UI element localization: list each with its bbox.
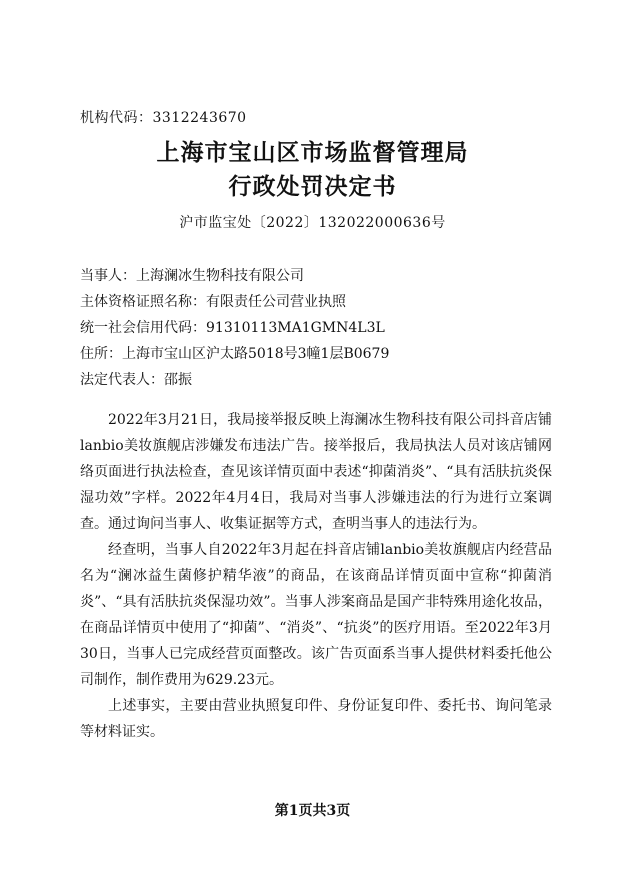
document-title-authority: 上海市宝山区市场监督管理局	[156, 139, 469, 166]
org-code: 机构代码：3312243670	[80, 110, 247, 126]
party-credit-code: 统一社会信用代码：91310113MA1GMN4L3L	[80, 320, 385, 336]
party-name: 当事人：上海澜冰生物科技有限公司	[80, 268, 304, 284]
party-certificate: 主体资格证照名称：有限责任公司营业执照	[80, 294, 346, 310]
paragraph-evidence: 上述事实，主要由营业执照复印件、身份证复印件、委托书、询问笔录等材料证实。	[80, 698, 552, 740]
party-address: 住所：上海市宝山区沪太路5018号3幢1层B0679	[80, 346, 390, 362]
party-legal-representative: 法定代表人：邵振	[80, 372, 192, 388]
document-number: 沪市监宝处〔2022〕132022000636号	[179, 215, 446, 231]
page-number: 第1页共3页	[274, 803, 351, 819]
document-title-type: 行政处罚决定书	[228, 173, 397, 200]
paragraph-case-origin: 2022年3月21日，我局接举报反映上海澜冰生物科技有限公司抖音店铺lanbio美妆旗舰店涉嫌发布违法广告。接举报后，我局执法人员对该店铺网络页面进行执法检查，查见该详情页面中表述“抑菌消炎”、“具有活肤抗炎保湿功效”字样。2022年4月4日，我局对当事人涉嫌违法的行为进行立案调查。通过询问当事人、收集证据等方式，查明当事人的违法行为。	[80, 412, 552, 532]
document-body	[80, 407, 552, 745]
party-info	[80, 263, 550, 393]
paragraph-findings: 经查明，当事人自2022年3月起在抖音店铺lanbio美妆旗舰店内经营品名为“澜冰益生菌修护精华液”的商品，在该商品详情页面中宣称“抑菌消炎”、“具有活肤抗炎保湿功效”。当事人涉案商品是国产非特殊用途化妆品，在商品详情页中使用了“抑菌”、“消炎”、“抗炎”的医疗用语。至2022年3月30日，当事人已完成经营页面整改。该广告页面系当事人提供材料委托他公司制作，制作费用为629.23元。	[80, 542, 552, 688]
